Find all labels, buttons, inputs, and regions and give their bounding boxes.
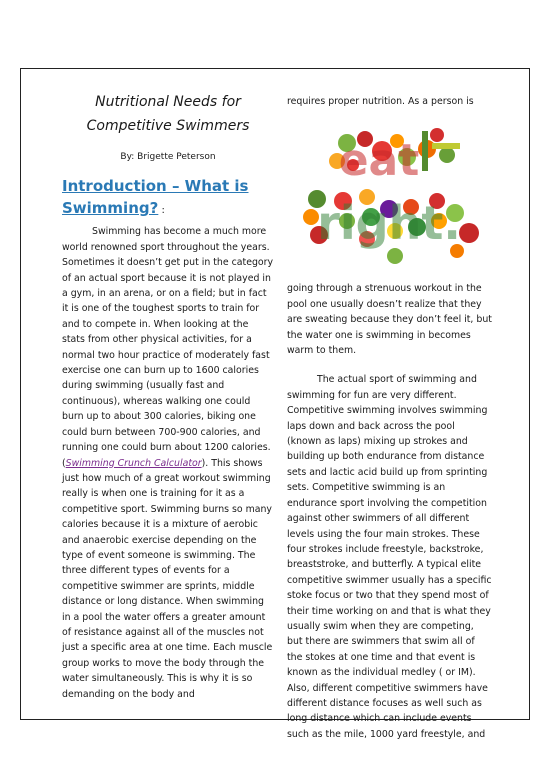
intro-text-continued: ). This shows just how much of a great workout swimming really is when one is training for it as a competitive sport. Swimming burns so many calories because it is a mixture of aerobic and anaerobic exercise depending on the type of event someone is swimming. The three different types of events for a competitive swimmer are sprints, middle distance or long distance. When swimming in a pool the water offers a greater amount of resistance against all of the muscles not just a specific area at one time. Each muscle group works to move the body through the water simultaneously. This is why it is so demanding on the body and	[62, 457, 273, 700]
right-paragraph-b: The actual sport of swimming and swimming for fun are very different. Competitive swimming involves swimming laps down and back across the pool (known as laps) mixing up strokes and building up both endurance from distance sets and lactic acid build up from sprinting sets. Competitive swimming is an endurance sport involving the competition against other swimmers of all different levels using the four main strokes. These four strokes include freestyle, backstroke, breaststroke, and butterfly. A typical elite competitive swimmer usually has a specific stoke focus or two that they spend most of their time working on and that is what they usually swim when they are competing, but there are swimmers that swim all of the stokes at one time and that event is known as the individual medley ( or IM). Also, different competitive swimmers have different distance focuses as well such as long distance which can include events such as the mile, 1000 yard freestyle, and	[287, 374, 492, 740]
section-heading-text: Introduction – What is Swimming?	[62, 177, 249, 218]
left-column	[62, 90, 274, 702]
eat-right-food-image	[287, 121, 492, 271]
intro-text: Swimming has become a much more world renowned sport throughout the years. Sometimes it doesn’t get put in the category of an actual sport because it is not played in a gym, in an arena, or on a field; but in fact it is one of the toughest sports to train for and to compete in. When looking at the stats from other physical activities, for a normal two hour practice of moderately fast exercise one can burn up to 1600 calories during swimming (usually fast and continuous), whereas walking one could burn up to about 300 calories, biking one could burn between 700-900 calories, and running one could burn about 1200 calories. (	[62, 226, 274, 469]
swimming-crunch-calculator-link[interactable]: Swimming Crunch Calculator	[65, 457, 202, 469]
right-column	[287, 94, 492, 742]
right-top-text: requires proper nutrition. As a person is	[287, 96, 474, 107]
art-word-right: right.	[317, 196, 461, 251]
intro-paragraph	[62, 224, 274, 702]
byline: By: Brigette Peterson	[120, 152, 216, 162]
art-word-eat: eat	[338, 135, 420, 187]
section-heading-colon: :	[158, 205, 165, 217]
right-paragraph-a: going through a strenuous workout in the pool one usually doesn’t realize that they are sweating because they don’t feel it, but the water one is swimming in becomes warm to them.	[287, 283, 492, 357]
document-title: Nutritional Needs for Competitive Swimmers	[86, 94, 250, 134]
eat-right-illustration	[287, 121, 492, 271]
section-heading	[62, 175, 274, 222]
